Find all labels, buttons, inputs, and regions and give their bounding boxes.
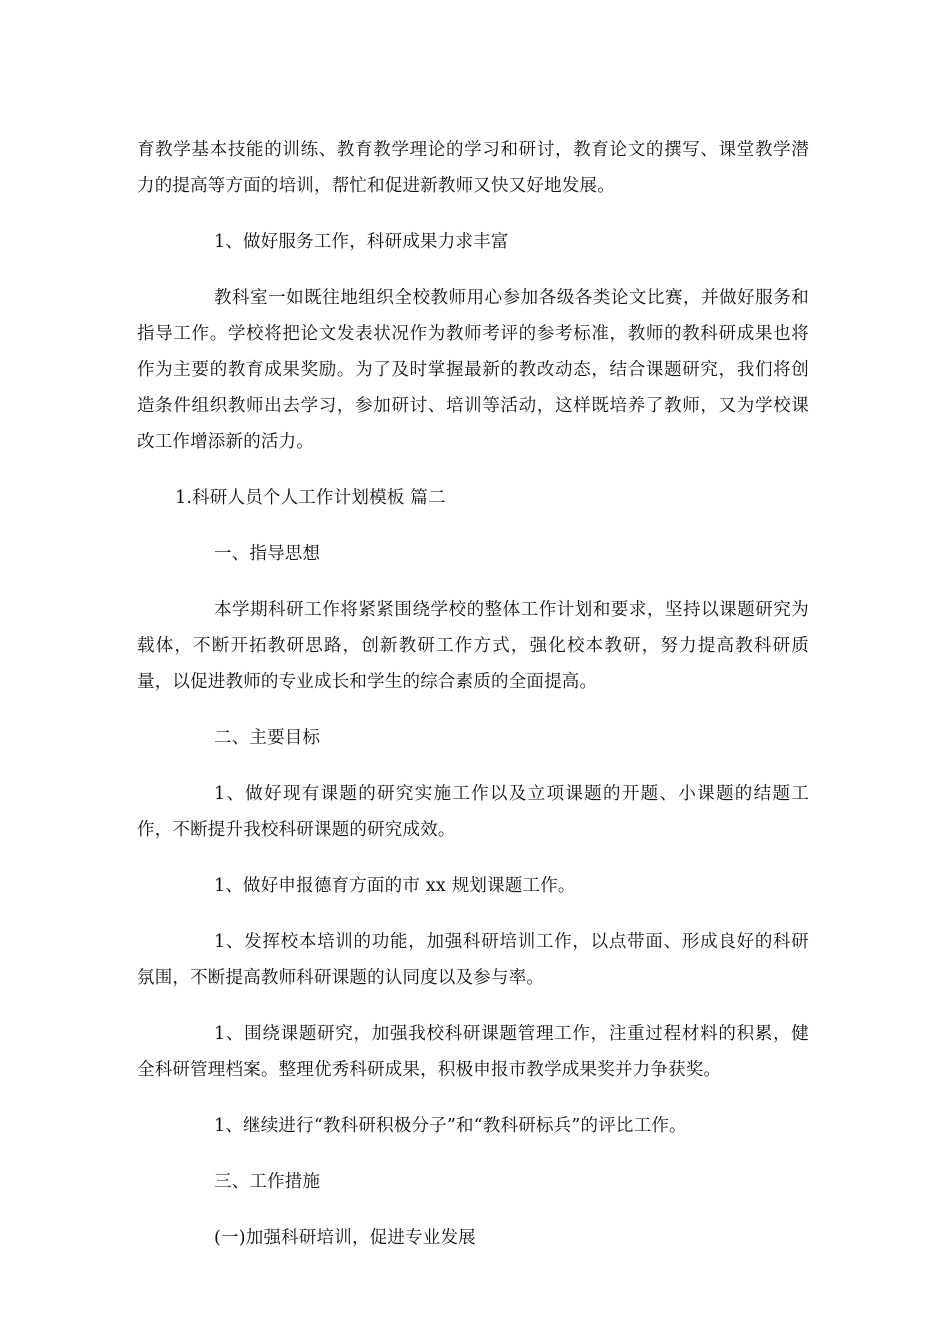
- paragraph-heading-service: 1、做好服务工作，科研成果力求丰富: [214, 232, 509, 252]
- goal-item-5: 1、继续进行“教科研积极分子”和“教科研标兵”的评比工作。: [214, 1116, 687, 1136]
- paragraph-body-service: 教科室一如既往地组织全校教师用心参加各级各类论文比赛，并做好服务和指导工作。学校将把论文发表状况作为教师考评的参考标准，教师的教科研成果也将作为主要的教育成果奖励。为了及时掌握最新的教改动态，结合课题研究，我们将创造条件组织教师出去学习，参加研讨、培训等活动，这样既培养了教师，又为学校课改工作增添新的活力。: [137, 288, 809, 452]
- goal-item-2: 1、做好申报德育方面的市 xx 规划课题工作。: [214, 876, 576, 896]
- goal-item-4: 1、围绕课题研究，加强我校科研课题管理工作，注重过程材料的积累，健全科研管理档案。整理优秀科研成果，积极申报市教学成果奖并力争获奖。: [137, 1024, 809, 1080]
- subheading-training: (一)加强科研培训，促进专业发展: [214, 1228, 476, 1248]
- section-title-part-two: 1.科研人员个人工作计划模板 篇二: [175, 488, 446, 508]
- goal-item-3: 1、发挥校本培训的功能，加强科研培训工作，以点带面、形成良好的科研氛围，不断提高教师科研课题的认同度以及参与率。: [137, 932, 809, 988]
- heading-guiding-thought: 一、指导思想: [214, 544, 321, 564]
- paragraph-continuation: 育教学基本技能的训练、教育教学理论的学习和研讨，教育论文的撰写、课堂教学潜力的提高等方面的培训，帮忙和促进新教师又快又好地发展。: [137, 140, 809, 196]
- heading-work-measures: 三、工作措施: [214, 1172, 321, 1192]
- heading-main-goals: 二、主要目标: [214, 728, 321, 748]
- goal-item-1: 1、做好现有课题的研究实施工作以及立项课题的开题、小课题的结题工作，不断提升我校科研课题的研究成效。: [137, 784, 809, 840]
- document-body: [137, 132, 809, 1256]
- paragraph-guiding-thought: 本学期科研工作将紧紧围绕学校的整体工作计划和要求，坚持以课题研究为载体，不断开拓教研思路，创新教研工作方式，强化校本教研，努力提高教科研质量，以促进教师的专业成长和学生的综合素质的全面提高。: [137, 600, 809, 692]
